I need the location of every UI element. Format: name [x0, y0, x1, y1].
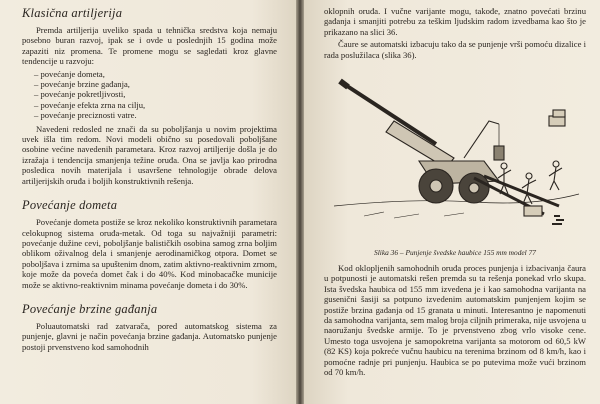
howitzer-illustration: [324, 66, 586, 246]
paragraph: oklopnih oruđa. I vučne varijante mogu, takođe, znatno povećati brzinu gađanja i smanjiti potrebu za teškim ljudskim radom izvedbama kao što je prikazano na slici 36.: [324, 6, 586, 37]
list-item: – povećanje preciznosti vatre.: [34, 110, 137, 121]
paragraph: Kod oklopljenih samohodnih oruđa proces punjenja i izbacivanja čaura u potpunosti je automatski rešen premda su ta rešenja ponekad vrlo skupa. Ista švedska haubica od 155 mm izvedena je i kao samohodna varijanta na gusenični šasiji sa potpuno izvedenim automatskim punjenjem kojim se postiže brzina gađanja od 15 granata u minuti. Interesantno je napomenuti da samohodna varijanta, sem malog broja ciljnih primeraka, nije usvojena u naoružanju švedske armije. To je prvenstveno zbog vrlo visoke cene. Umesto toga usvojena je samopokretna varijanta sa motorom od 60,5 kW (82 KS) koja pokreće vučnu haubicu na terenima brzinom od 8 km/h, kao i pomoćne radnje pri punjenju. Haubica se po putevima može vući brzinom od 70 km/h.: [324, 263, 586, 378]
paragraph: Navedeni redosled ne znači da su poboljšanja u novim projektima uvek išla tim redom. Novi modeli obično su posedovali poboljšane osobine većine navedenih parametara. Kroz razvoj artiljerije došla je do izražaja i tendencija smanjenja težine oruđa. Ona se javlja kao prirodna posledica novih materijala i usavršene tehnologije obrade delova artiljerijskih oruđa i boljih konstruktivnih rešenja.: [22, 123, 277, 186]
list-item: – povećanje efekta zrna na cilju,: [34, 99, 146, 110]
left-page-column: [22, 6, 277, 354]
right-page-column: [324, 6, 586, 380]
list-item: – povećanje dometa,: [34, 68, 105, 79]
left-page: [0, 0, 296, 404]
figure-caption: Slika 36 – Punjenje švedske haubice 155 mm model 77: [374, 248, 536, 258]
list-item: – povećanje brzine gađanja,: [34, 79, 130, 90]
heading-range-increase: Povećanje dometa: [22, 198, 118, 213]
paragraph: Poluautomatski rad zatvarača, pored automatskog sistema za punjenje, glavni je način povećanja brzine gađanja. Automatsko punjenje postoji prvenstveno kod samohodnih: [22, 320, 277, 352]
paragraph: Čaure se automatski izbacuju tako da se punjenje vrši pomoću dizalice i rada poslužilaca (slika 36).: [324, 39, 586, 60]
paragraph: Povećanje dometa postiže se kroz nekoliko konstruktivnih parametara celokupnog sistema oruđa-metak. Od toga su najvažniji parametri: povećanje dužine cevi, poboljšanje balističkih osobina samog zrna boljim oblikom oživalnog dela i smanjenje aerodinamičkog otpora. Domet se poboljšava i zrnima sa upuštenim dnom, zatim aktivno-reaktivnim zrnom, koje može da poveća domet čak i do 40%. Kod minobacačke municije može se aktivno-reaktivnim minama povećanje dometa i do 30%.: [22, 217, 277, 290]
heading-classic-artillery: Klasična artiljerija: [22, 6, 123, 20]
tendency-list: [34, 69, 277, 121]
list-item: – povećanje pokretljivosti,: [34, 89, 126, 100]
paragraph: Premda artiljerija uveliko spada u tehnička sredstva koja nemaju posebno buran razvoj, ipak se i ovde u poslednjih 15 godina može zapaziti niz promena. Te promene mogu se sagledati kroz glavne tendencije u razvoju:: [22, 25, 277, 67]
howitzer-drawing: [324, 66, 586, 246]
right-page: [304, 0, 600, 404]
book-gutter: [296, 0, 304, 404]
heading-rate-of-fire: Povećanje brzine gađanja: [22, 301, 158, 316]
